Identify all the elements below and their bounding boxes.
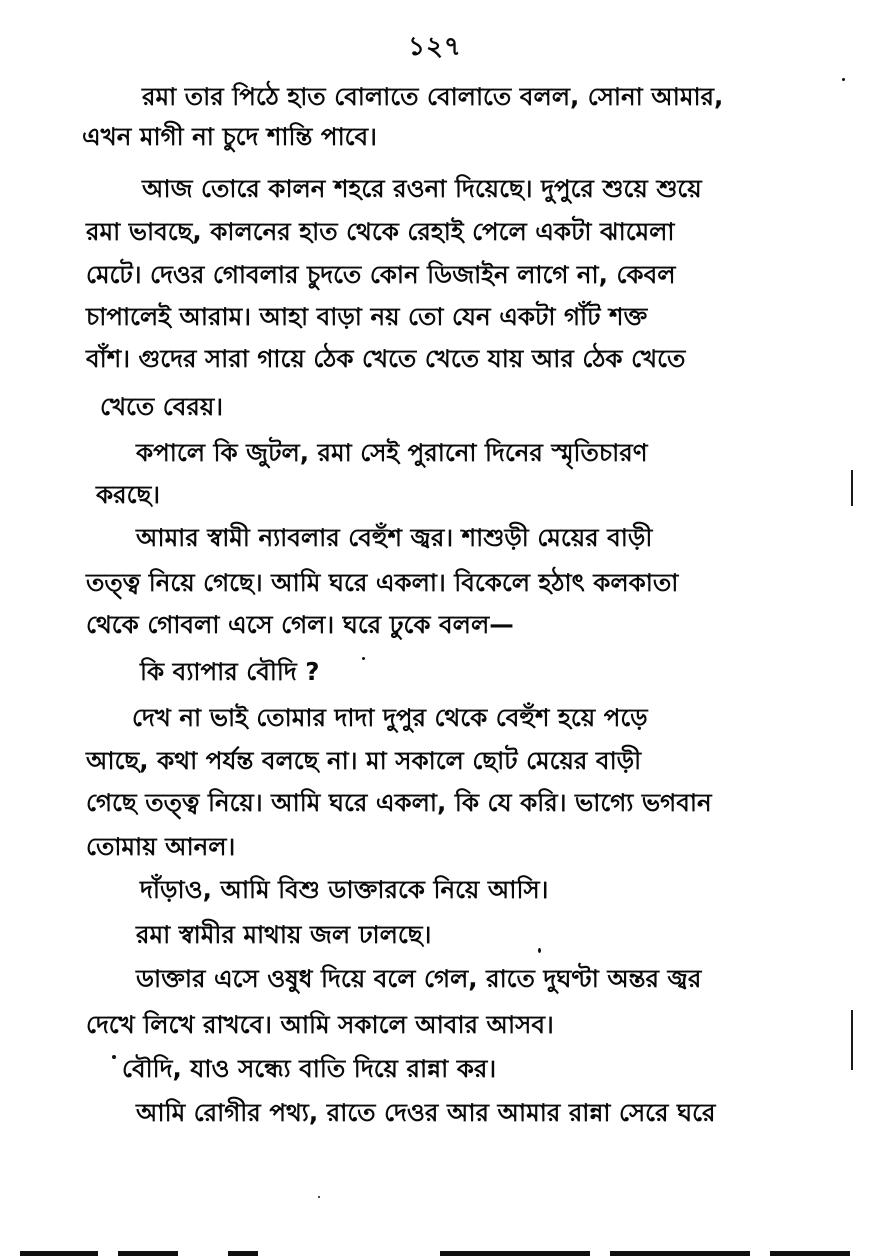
text-line-4: রমা ভাবছে, কালনের হাত থেকে রেহাই পেলে একটা ঝামেলা — [86, 217, 675, 246]
scan-edge-mark — [851, 470, 853, 506]
scan-bottom-edge — [0, 1244, 870, 1258]
text-line-10: করছে। — [96, 480, 161, 509]
scan-speck — [538, 948, 541, 953]
text-line-8: খেতে বেরয়। — [100, 392, 224, 421]
text-line-9: কপালে কি জুটল, রমা সেই পুরানো দিনের স্মৃতিচারণ — [136, 438, 648, 467]
text-line-7: বাঁশ। গুদের সারা গায়ে ঠেক খেতে খেতে যায় আর ঠেক খেতে — [86, 344, 686, 373]
text-line-17: গেছে তত্ত্ব নিয়ে। আমি ঘরে একলা, কি যে করি। ভাগ্যে ভগবান — [86, 788, 712, 817]
text-line-19: দাঁড়াও, আমি বিশু ডাক্তারকে নিয়ে আসি। — [140, 875, 549, 904]
text-line-2: এখন মাগী না চুদে শান্তি পাবে। — [82, 122, 377, 151]
text-line-13: থেকে গোবলা এসে গেল। ঘরে ঢুকে বলল— — [86, 610, 514, 639]
text-line-6: চাপালেই আরাম। আহা বাড়া নয় তো যেন একটা গাঁট শক্ত — [86, 302, 648, 331]
text-line-21: ডাক্তার এসে ওষুধ দিয়ে বলে গেল, রাতে দুঘণ্টা অন্তর জ্বর — [136, 964, 702, 993]
scan-speck — [362, 657, 365, 660]
scan-speck — [842, 78, 845, 81]
scan-speck — [112, 1055, 116, 1059]
text-line-14: কি ব্যাপার বৌদি ? — [140, 657, 320, 686]
text-line-20: রমা স্বামীর মাথায় জল ঢালছে। — [136, 920, 432, 949]
scan-edge-mark — [851, 1010, 853, 1070]
text-line-1: রমা তার পিঠে হাত বোলাতে বোলাতে বলল, সোনা আমার, — [142, 82, 724, 111]
text-line-3: আজ তোরে কালন শহরে রওনা দিয়েছে। দুপুরে শুয়ে শুয়ে — [142, 174, 702, 203]
text-line-16: আছে, কথা পর্যন্ত বলছে না। মা সকালে ছোট মেয়ের বাড়ী — [86, 746, 642, 775]
text-line-15: দেখ না ভাই তোমার দাদা দুপুর থেকে বেহুঁশ হয়ে পড়ে — [132, 703, 648, 732]
text-line-5: মেটে। দেওর গোবলার চুদতে কোন ডিজাইন লাগে না, কেবল — [86, 260, 676, 289]
text-line-18: তোমায় আনল। — [86, 832, 236, 861]
text-line-12: তত্ত্ব নিয়ে গেছে। আমি ঘরে একলা। বিকেলে হঠাৎ কলকাতা — [86, 568, 679, 597]
text-line-23: বৌদি, যাও সন্ধ্যে বাতি দিয়ে রান্না কর। — [122, 1054, 497, 1083]
text-line-11: আমার স্বামী ন্যাবলার বেহুঁশ জ্বর। শাশুড়ী মেয়ের বাড়ী — [136, 523, 653, 552]
text-line-22: দেখে লিখে রাখবে। আমি সকালে আবার আসব। — [86, 1010, 554, 1039]
scan-speck — [318, 1196, 320, 1198]
text-line-24: আমি রোগীর পথ্য, রাতে দেওর আর আমার রান্না সেরে ঘরে — [136, 1098, 716, 1127]
page-number: ১২৭ — [408, 32, 462, 62]
